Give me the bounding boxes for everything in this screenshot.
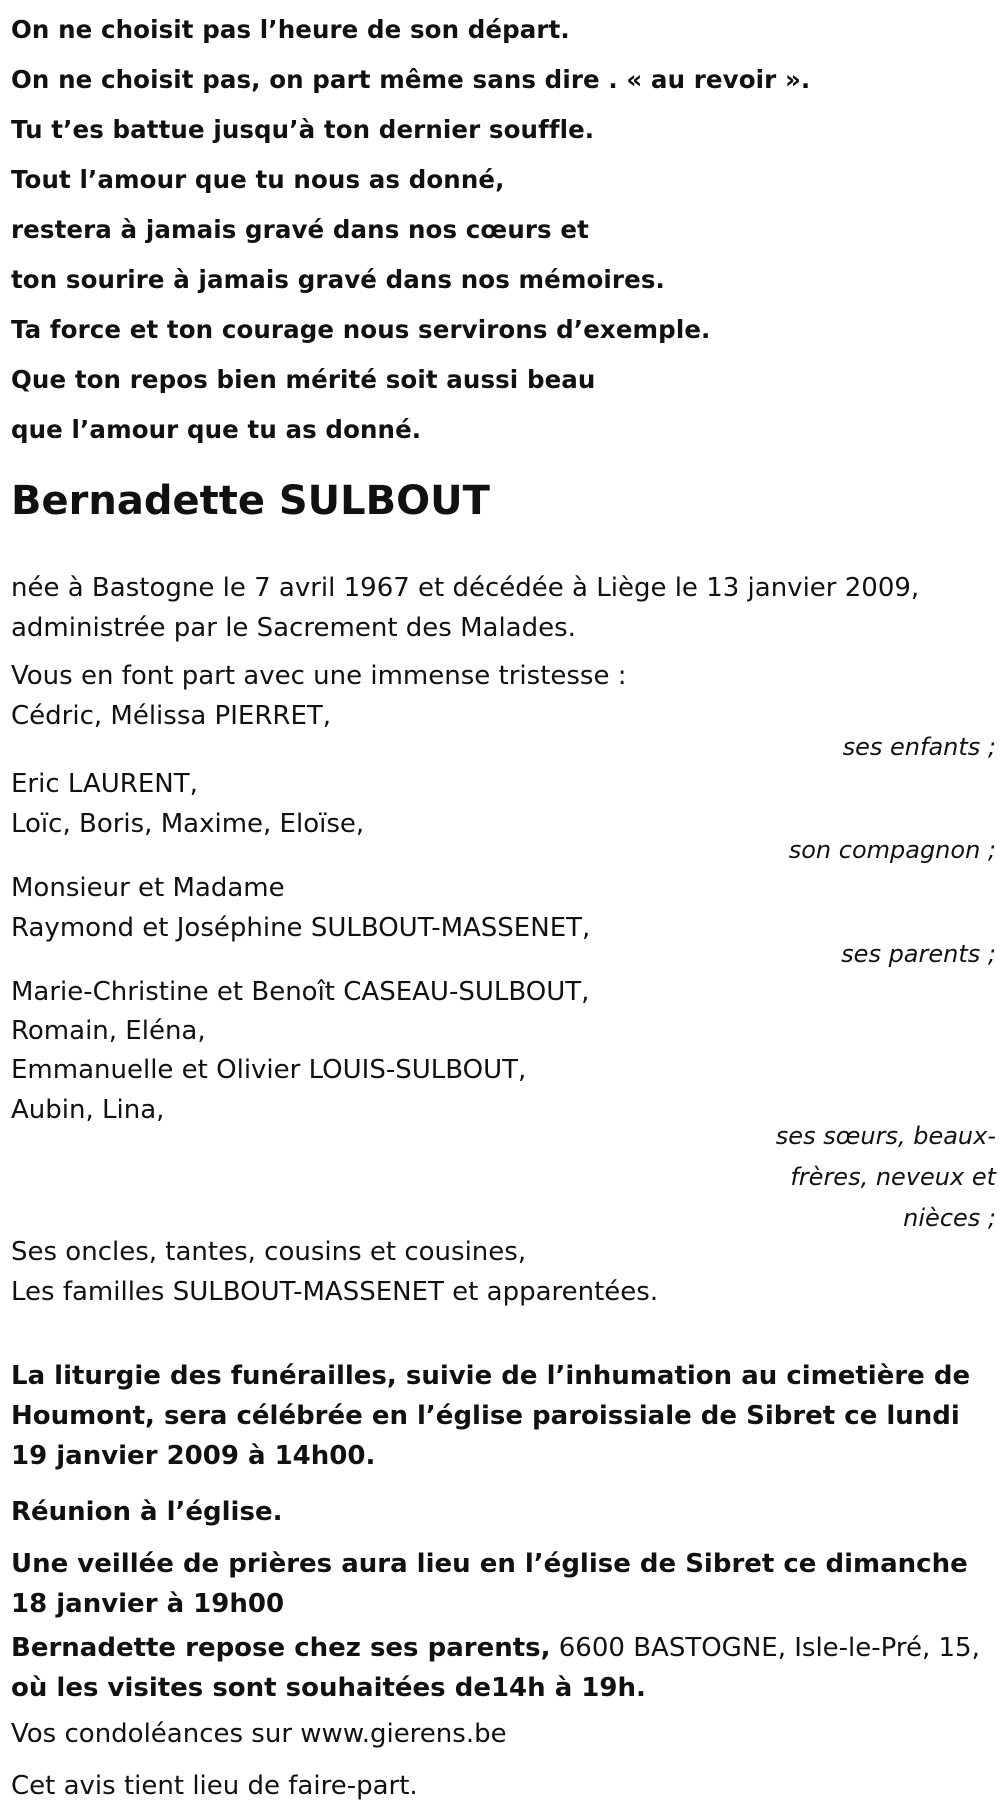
parents-line-2: Raymond et Joséphine SULBOUT-MASSENET,: [11, 913, 591, 943]
partner-line-2: Loïc, Boris, Maxime, Eloïse,: [11, 809, 365, 839]
partner-line-1: Eric LAURENT,: [11, 769, 198, 799]
poem-line: restera à jamais gravé dans nos cœurs et: [11, 215, 589, 244]
funeral-info: La liturgie des funérailles, suivie de l’inhumation au cimetière de Houmont, sera célébrée en l’église paroissiale de Sibret ce lundi 19 janvier 2009 à 14h00.: [11, 1361, 971, 1471]
parents-line-1: Monsieur et Madame: [11, 873, 285, 903]
vigil-info: Une veillée de prières aura lieu en l’église de Sibret ce dimanche 18 janvier à 19h00: [11, 1549, 968, 1619]
poem-line: Tout l’amour que tu nous as donné,: [11, 165, 505, 194]
announcement-intro: Vous en font part avec une immense tristesse :: [11, 661, 627, 691]
siblings-relation: ses sœurs, beaux-frères, neveux et nièces ;: [775, 1122, 996, 1232]
rest-info-bold: Bernadette repose chez ses parents,: [11, 1633, 551, 1663]
meeting-info: Réunion à l’église.: [11, 1497, 283, 1527]
birth-death-line: née à Bastogne le 7 avril 1967 et décédée à Liège le 13 janvier 2009,: [11, 573, 920, 603]
parents-relation: ses parents ;: [841, 940, 996, 968]
condolences-line: Vos condoléances sur www.gierens.be: [11, 1719, 507, 1749]
children-relation: ses enfants ;: [842, 733, 996, 761]
poem-line: Que ton repos bien mérité soit aussi beau: [11, 365, 596, 394]
poem-line: On ne choisit pas, on part même sans dire . « au revoir ».: [11, 65, 811, 94]
siblings-line-1: Marie-Christine et Benoît CASEAU-SULBOUT,: [11, 977, 590, 1007]
poem-line: Ta force et ton courage nous servirons d’exemple.: [11, 315, 711, 344]
children-names: Cédric, Mélissa PIERRET,: [11, 701, 332, 731]
deceased-details: [11, 568, 919, 648]
siblings-line-3: Emmanuelle et Olivier LOUIS-SULBOUT,: [11, 1055, 527, 1085]
poem: [11, 5, 996, 455]
rest-info-visits: où les visites sont souhaitées de14h à 19h.: [11, 1673, 646, 1703]
partner-relation: son compagnon ;: [788, 836, 996, 864]
notice-line: Cet avis tient lieu de faire-part.: [11, 1771, 418, 1801]
sacrament-line: administrée par le Sacrement des Malades.: [11, 613, 576, 643]
deceased-name: Bernadette SULBOUT: [11, 478, 490, 524]
rest-info: [11, 1628, 986, 1708]
poem-line: que l’amour que tu as donné.: [11, 415, 422, 444]
siblings-line-2: Romain, Eléna,: [11, 1016, 206, 1046]
extended-family-line-2: Les familles SULBOUT-MASSENET et apparentées.: [11, 1277, 659, 1307]
poem-line: Tu t’es battue jusqu’à ton dernier souffle.: [11, 115, 595, 144]
poem-line: On ne choisit pas l’heure de son départ.: [11, 15, 570, 44]
siblings-line-4: Aubin, Lina,: [11, 1095, 165, 1125]
extended-family-line-1: Ses oncles, tantes, cousins et cousines,: [11, 1237, 527, 1267]
poem-line: ton sourire à jamais gravé dans nos mémoires.: [11, 265, 665, 294]
rest-info-address: 6600 BASTOGNE, Isle-le-Pré, 15,: [550, 1633, 980, 1663]
